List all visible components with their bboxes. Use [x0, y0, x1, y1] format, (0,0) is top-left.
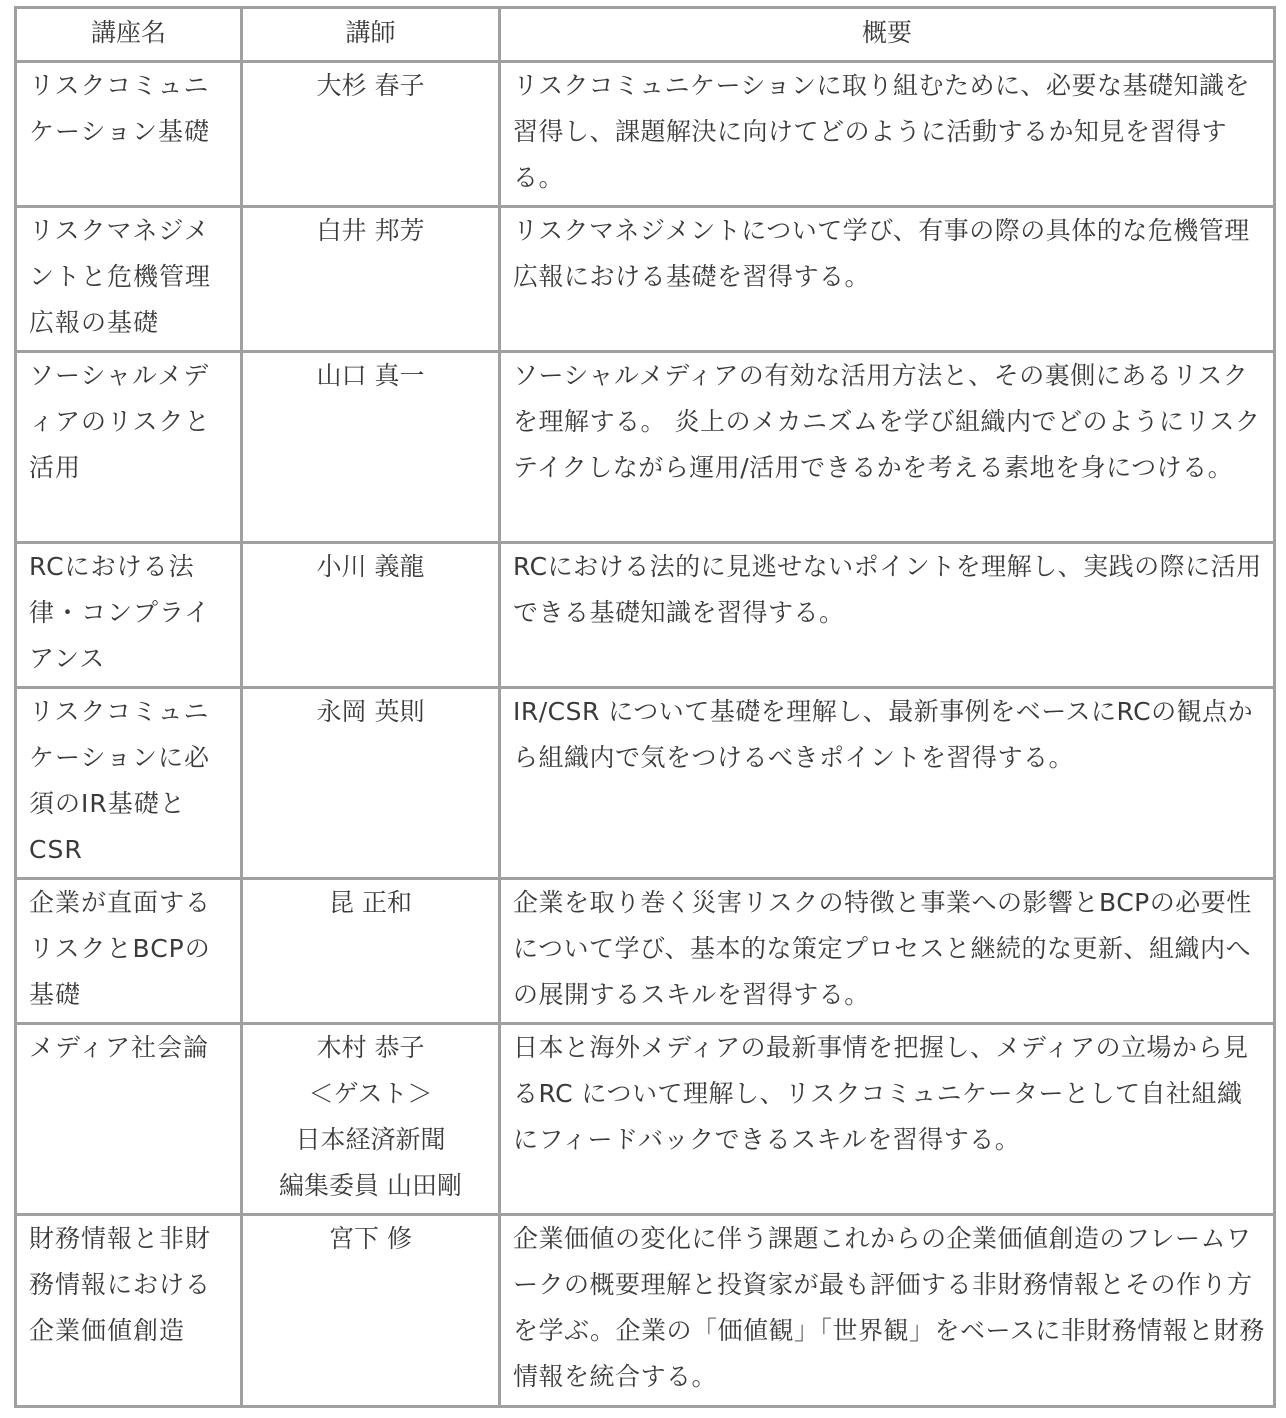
lecturer-name: 宮下 修: [329, 1224, 412, 1253]
lecturer-cell: [242, 352, 500, 543]
lecturer-cell: [242, 688, 500, 879]
header-summary: 概要: [500, 8, 1275, 62]
table-row: [16, 1215, 1275, 1407]
lecturer-cell: [242, 62, 500, 207]
course-name: リスクコミュニケーションに必須のIR基礎とCSR: [16, 688, 242, 879]
lecturer-name: 山口 真一: [316, 361, 425, 390]
course-name: 企業が直面するリスクとBCPの基礎: [16, 879, 242, 1024]
table-row: [16, 1024, 1275, 1215]
course-name: メディア社会論: [16, 1024, 242, 1215]
table-row: [16, 62, 1275, 207]
course-summary: 日本と海外メディアの最新事情を把握し、メディアの立場から見るRC について理解し、リスクコミュニケーターとして自社組織にフィードバックできるスキルを習得する。: [500, 1024, 1275, 1215]
lecturer-cell: [242, 1024, 500, 1215]
lecturer-name: 昆 正和: [329, 888, 412, 917]
table-row: [16, 543, 1275, 688]
course-summary: 企業価値の変化に伴う課題これからの企業価値創造のフレームワークの概要理解と投資家が最も評価する非財務情報とその作り方を学ぶ。企業の「価値観」「世界観」をベースに非財務情報と財務情報を統合する。: [500, 1215, 1275, 1407]
course-summary: リスクコミュニケーションに取り組むために、必要な基礎知識を習得し、課題解決に向けてどのように活動するか知見を習得する。: [500, 62, 1275, 207]
course-name: RCにおける法律・コンプライアンス: [16, 543, 242, 688]
header-course: 講座名: [16, 8, 242, 62]
course-summary: RCにおける法的に見逃せないポイントを理解し、実践の際に活用できる基礎知識を習得する。: [500, 543, 1275, 688]
table-row: [16, 879, 1275, 1024]
course-summary: ソーシャルメディアの有効な活用方法と、その裏側にあるリスクを理解する。 炎上のメカニズムを学び組織内でどのようにリスクテイクしながら運用/活用できるかを考える素地を身につける。: [500, 352, 1275, 543]
lecturer-name: 木村 恭子: [316, 1033, 425, 1062]
course-name: リスクマネジメントと危機管理広報の基礎: [16, 207, 242, 352]
course-summary: リスクマネジメントについて学び、有事の際の具体的な危機管理広報における基礎を習得する。: [500, 207, 1275, 352]
lecturer-name: 白井 邦芳: [316, 216, 425, 245]
lecturer-cell: [242, 879, 500, 1024]
guest-label: ＜ゲスト＞: [308, 1079, 433, 1108]
guest-name: 編集委員 山田剛: [279, 1171, 462, 1200]
course-name: リスクコミュニケーション基礎: [16, 62, 242, 207]
table-row: [16, 688, 1275, 879]
guest-organization: 日本経済新聞: [295, 1125, 446, 1154]
lecturer-name: 永岡 英則: [316, 697, 425, 726]
lecturer-cell: [242, 207, 500, 352]
header-lecturer: 講師: [242, 8, 500, 62]
course-name: ソーシャルメディアのリスクと活用: [16, 352, 242, 543]
course-summary: 企業を取り巻く災害リスクの特徴と事業への影響とBCPの必要性について学び、基本的な策定プロセスと継続的な更新、組織内への展開するスキルを習得する。: [500, 879, 1275, 1024]
lecturer-cell: [242, 543, 500, 688]
header-row: [16, 8, 1275, 62]
course-name: 財務情報と非財務情報における企業価値創造: [16, 1215, 242, 1407]
lecturer-name: 大杉 春子: [316, 71, 425, 100]
lecturer-name: 小川 義龍: [316, 552, 425, 581]
course-summary: IR/CSR について基礎を理解し、最新事例をベースにRCの観点から組織内で気をつけるべきポイントを習得する。: [500, 688, 1275, 879]
table-row: [16, 207, 1275, 352]
table-row: [16, 352, 1275, 543]
course-table: [14, 6, 1276, 1408]
lecturer-cell: [242, 1215, 500, 1407]
